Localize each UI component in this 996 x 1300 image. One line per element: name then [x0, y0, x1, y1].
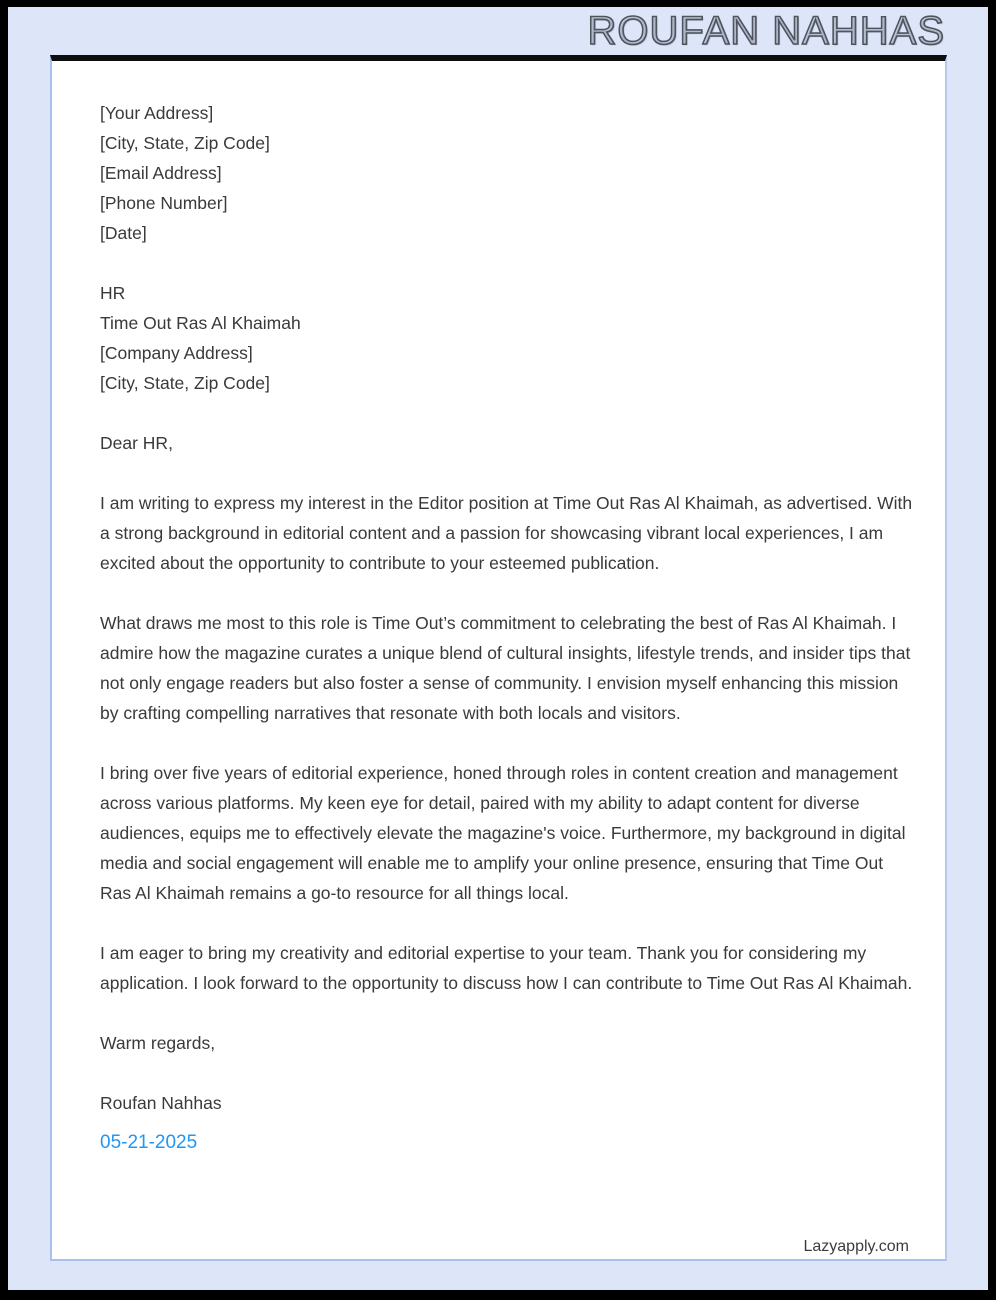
signature-name: Roufan Nahhas: [100, 1093, 222, 1113]
sender-address-line: [Phone Number]: [100, 193, 228, 213]
recipient-line: [City, State, Zip Code]: [100, 373, 270, 393]
body-paragraph-2: What draws me most to this role is Time Out’s commitment to celebrating the best of Ras Al Khaimah. I admire how the magazine curates a unique blend of cultural insights, lifestyle trends, and insider tips that not only engage readers but also foster a sense of community. I envision myself enhancing this mission by crafting compelling narratives that resonate with both locals and visitors.: [100, 613, 911, 723]
sender-address-block: [100, 98, 917, 248]
letter-page: [50, 55, 947, 1261]
candidate-name-heading: ROUFAN NAHHAS: [587, 9, 945, 53]
body-paragraph-1: I am writing to express my interest in the Editor position at Time Out Ras Al Khaimah, as advertised. With a strong background in editorial content and a passion for showcasing vibrant local experiences, I am excited about the opportunity to contribute to your esteemed publication.: [100, 493, 913, 573]
recipient-address-block: [100, 278, 917, 398]
sender-address-line: [City, State, Zip Code]: [100, 133, 270, 153]
recipient-line: HR: [100, 283, 126, 303]
sender-address-line: [Date]: [100, 223, 147, 243]
body-paragraph-4: I am eager to bring my creativity and editorial expertise to your team. Thank you for considering my application. I look forward to the opportunity to discuss how I can contribute to Time Out Ras Al Khaimah.: [100, 943, 913, 993]
body-paragraph-3: I bring over five years of editorial experience, honed through roles in content creation and management across various platforms. My keen eye for detail, paired with my ability to adapt content for diverse audiences, equips me to effectively elevate the magazine's voice. Furthermore, my background in digital media and social engagement will enable me to amplify your online presence, ensuring that Time Out Ras Al Khaimah remains a go-to resource for all things local.: [100, 763, 906, 903]
closing-line: Warm regards,: [100, 1033, 216, 1053]
page-header: [50, 7, 947, 55]
recipient-line: Time Out Ras Al Khaimah: [100, 313, 301, 333]
sender-address-line: [Your Address]: [100, 103, 214, 123]
letter-date: 05-21-2025: [100, 1132, 198, 1153]
salutation: Dear HR,: [100, 433, 173, 453]
lazyapply-watermark: Lazyapply.com: [803, 1238, 909, 1255]
letter-content: [52, 61, 945, 1158]
sender-address-line: [Email Address]: [100, 163, 222, 183]
recipient-line: [Company Address]: [100, 343, 253, 363]
